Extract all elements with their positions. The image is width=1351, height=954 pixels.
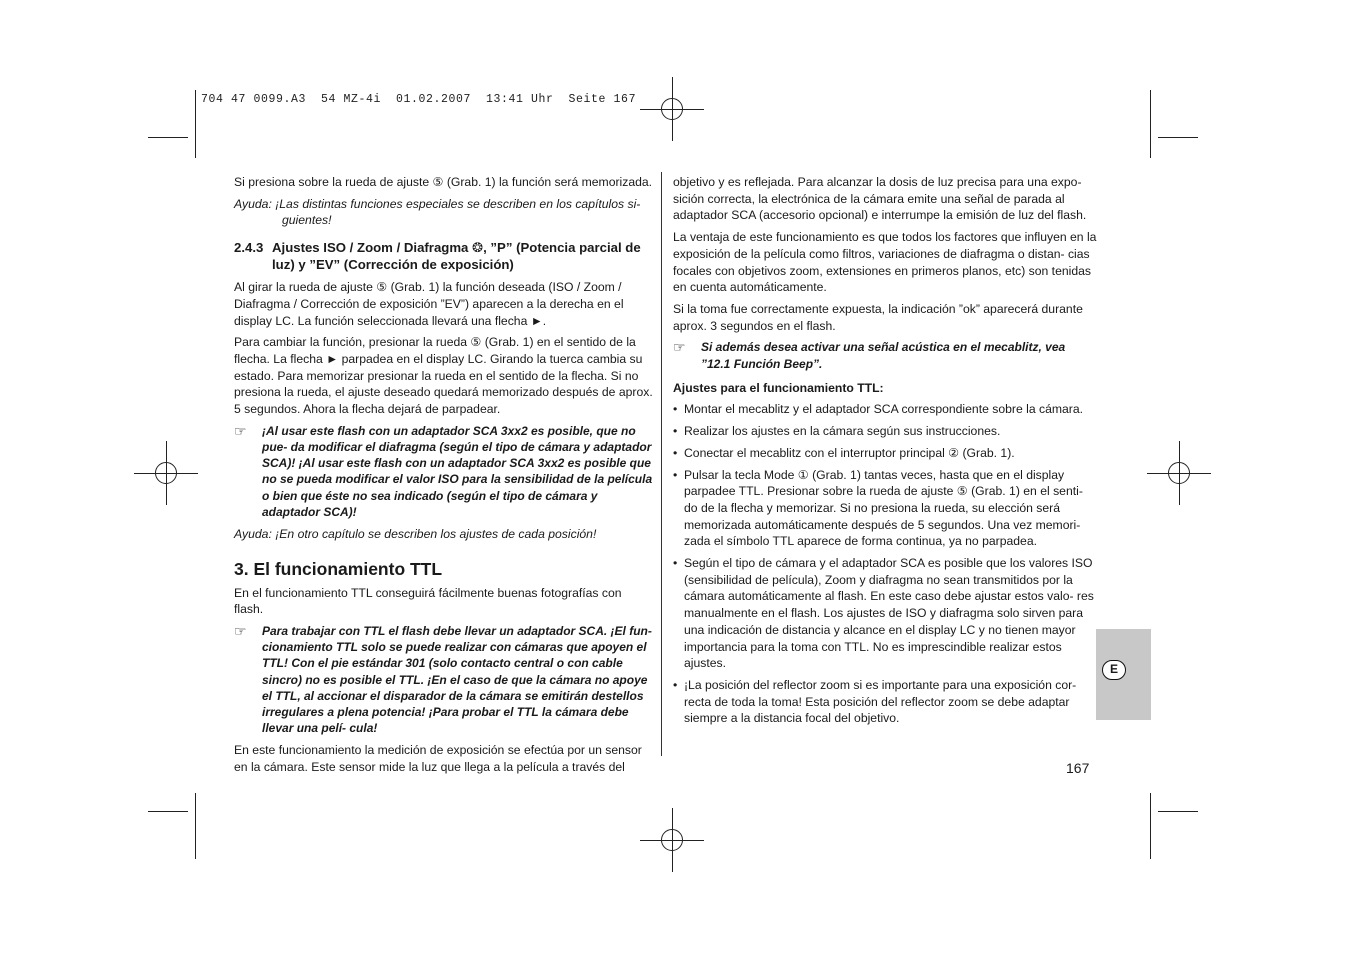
pointing-hand-icon: ☞ <box>673 339 686 356</box>
crop-mark <box>195 90 196 158</box>
section-title-line2: luz) y ”EV” (Corrección de exposición) <box>272 256 514 272</box>
crop-mark <box>148 811 188 812</box>
registration-mark-icon <box>1159 453 1199 493</box>
print-header: 704 47 0099.A3 54 MZ-4i 01.02.2007 13:41 Uhr Seite 167 <box>201 93 637 106</box>
list-item: • ¡La posición del reflector zoom si es importante para una exposición cor- recta de toda la toma! Esta posición del reflector zoom se debe adaptar siempre a la distancia focal del objetivo. <box>673 677 1097 727</box>
paragraph: Si presiona sobre la rueda de ajuste ⑤ (Grab. 1) la función será memorizada. <box>234 175 653 189</box>
tip-note-text: Si además desea activar una señal acústica en el mecablitz, vea ”12.1 Función Beep”. <box>701 340 1066 371</box>
list-item: • Realizar los ajustes en la cámara según sus instrucciones. <box>673 423 1097 440</box>
warning-note-text: Para trabajar con TTL el flash debe llevar un adaptador SCA. ¡El fun- cionamiento TTL solo se puede realizar con cámaras que apoyen el TTL! Con el pie estándar 301 (solo contacto central o con cable sincro) no es posible el TTL. ¡En el caso de que la cámara no apoye el TTL, al accionar el disparador de la cámara se emitirán destellos irregulares a plena potencia! ¡Para probar el TTL la cámara debe llevar una pelí- cula! <box>262 624 652 736</box>
crop-mark <box>1158 137 1198 138</box>
section-title-line1: Ajustes ISO / Zoom / Diafragma ❂, ”P” (Potencia parcial de <box>272 240 641 256</box>
warning-note-text: ¡Al usar este flash con un adaptador SCA 3xx2 es posible, que no pue- da modificar el diafragma (según el tipo de cámara y adaptador SCA)! ¡Al usar este flash con un adaptador SCA 3xx2 es posible que no se pueda modificar el valor ISO para la sensibilidad de la película o bien que éste no sea indicado (según el tipo de cámara y adaptador SCA)! <box>262 423 653 519</box>
paragraph: En este funcionamiento la medición de exposición se efectúa por un sensor en la cámara. Este sensor mide la luz que llega a la película a través del <box>234 743 642 775</box>
crop-mark <box>1150 793 1151 859</box>
list-item: • Pulsar la tecla Mode ① (Grab. 1) tantas veces, hasta que en el display parpadee TTL. Presionar sobre la rueda de ajuste ⑤ (Grab. 1) en el senti- do de la flecha y memorizar. Si no presiona la rueda, su elección será memorizada automáticamente después de 5 segundos. Una vez memori- zada el símbolo TTL aparece de forma continua, ya no parpadea. <box>673 467 1097 551</box>
ttl-steps-list <box>673 401 1097 727</box>
column-divider <box>661 172 662 756</box>
chapter-heading: 3. El funcionamiento TTL <box>234 558 443 579</box>
registration-mark-icon <box>652 89 692 129</box>
help-note: Ayuda: ¡Las distintas funciones especiales se describen en los capítulos si- guientes! <box>234 196 641 228</box>
warning-note <box>234 423 654 520</box>
sub-heading: Ajustes para el funcionamiento TTL: <box>673 380 884 395</box>
list-item: • Según el tipo de cámara y el adaptador SCA es posible que los valores ISO (sensibilidad de película), Zoom y diafragma no sean transmitidos por la cámara automáticamente al flash. En este caso debe ajustar estos valo- res manualmente en el flash. Los ajustes de ISO y diafragma solo sirven para una indicación de distancia y alcance en el display LC y no tienen mayor importancia para la toma con TTL. No es imprescindible realizar estos ajustes. <box>673 555 1097 672</box>
warning-note <box>234 623 654 736</box>
section-heading <box>234 240 654 273</box>
paragraph: En el funcionamiento TTL conseguirá fácilmente buenas fotografías con flash. <box>234 585 622 617</box>
crop-mark <box>148 137 188 138</box>
tip-note <box>673 339 1097 371</box>
paragraph: objetivo y es reflejada. Para alcanzar la dosis de luz precisa para una expo- sición correcta, la electrónica de la cámara emite una señal de parada al adaptador SCA (accesorio opcional) e interrumpe la emisión de luz del flash. <box>673 175 1087 223</box>
list-item: • Montar el mecablitz y el adaptador SCA correspondiente sobre la cámara. <box>673 401 1097 418</box>
section-number: 2.4.3 <box>234 240 264 256</box>
paragraph: La ventaja de este funcionamiento es que todos los factores que influyen en la exposición de la película como filtros, variaciones de diafragma o distan- cias focales con objetivos zoom, extensiones en primeros planos, etc) son tenidas en cuenta automáticamente. <box>673 230 1097 295</box>
registration-mark-icon <box>146 453 186 493</box>
crop-mark <box>1158 811 1198 812</box>
paragraph: Al girar la rueda de ajuste ⑤ (Grab. 1) la función deseada (ISO / Zoom / Diafragma / Corrección de exposición ”EV”) aparecen a la derecha en el display LC. La función seleccionada llevará una flecha ►. <box>234 280 624 328</box>
pointing-hand-icon: ☞ <box>234 623 247 640</box>
paragraph: Para cambiar la función, presionar la rueda ⑤ (Grab. 1) en el sentido de la flecha. La flecha ► parpadea en el display LC. Girando la tuerca cambia su estado. Para memorizar presionar la rueda en el sentido de la flecha. Si no presiona la rueda, el ajuste deseado quedará memorizado después de aprox. 5 segundos. Ahora la flecha dejará de parpadear. <box>234 335 653 417</box>
list-item: • Conectar el mecablitz con el interruptor principal ② (Grab. 1). <box>673 445 1097 462</box>
left-column <box>234 174 654 781</box>
crop-mark <box>195 793 196 859</box>
crop-mark <box>1150 90 1151 158</box>
registration-mark-icon <box>652 820 692 860</box>
pointing-hand-icon: ☞ <box>234 422 247 439</box>
paragraph: Si la toma fue correctamente expuesta, la indicación ”ok” aparecerá durante aprox. 3 segundos en el flash. <box>673 301 1083 333</box>
right-column <box>673 174 1097 732</box>
language-badge: E <box>1102 660 1126 680</box>
help-note: Ayuda: ¡En otro capítulo se describen los ajustes de cada posición! <box>234 526 597 541</box>
page-number: 167 <box>1066 760 1090 776</box>
